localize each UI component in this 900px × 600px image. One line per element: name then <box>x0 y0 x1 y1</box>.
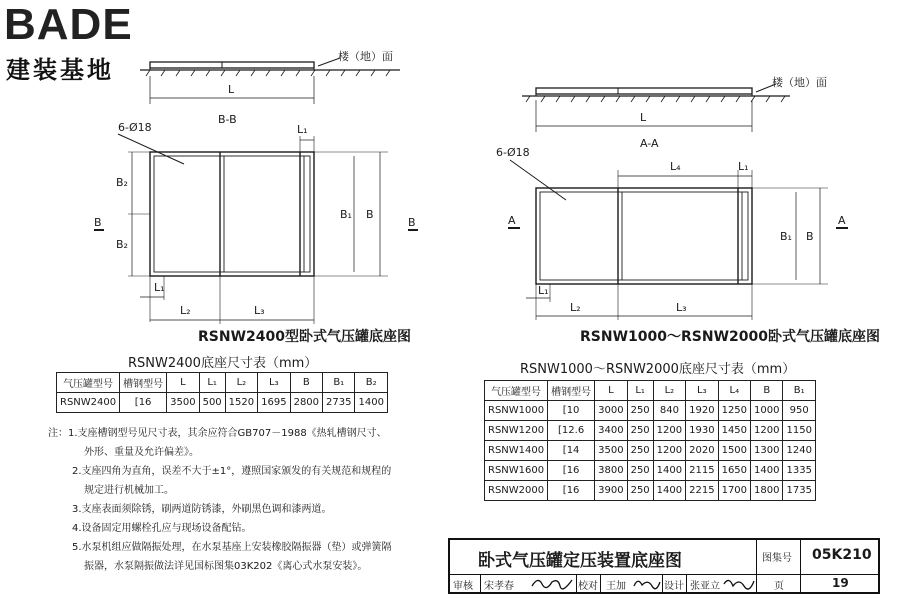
table1-header: L₂ <box>225 373 257 393</box>
table-cell: 1200 <box>653 421 685 441</box>
table-cell: 1695 <box>258 393 290 413</box>
note-line: 5.水泵机组应做隔振处理，在水泵基座上安装橡胶隔振器（垫）或弹簧隔 <box>72 542 392 553</box>
table-row <box>57 393 388 413</box>
right-dim-L: L <box>640 111 647 124</box>
table1-header: L <box>167 373 199 393</box>
table-cell: 1400 <box>653 461 685 481</box>
table-cell: RSNW1600 <box>485 461 548 481</box>
table-row <box>485 461 816 481</box>
table-cell: 2115 <box>686 461 718 481</box>
checker-signature <box>632 574 662 592</box>
table-cell: 250 <box>627 401 653 421</box>
right-dim-L1-top: L₁ <box>738 160 749 173</box>
table2-header: 槽钢型号 <box>548 381 595 401</box>
table-cell: 500 <box>199 393 225 413</box>
right-hole-label: 6-Ø18 <box>496 146 530 159</box>
table2-header: 气压罐型号 <box>485 381 548 401</box>
table-cell: 1520 <box>225 393 257 413</box>
table-cell: RSNW1200 <box>485 421 548 441</box>
designer-name: 张亚立 <box>690 581 720 592</box>
table2-header: L₄ <box>718 381 750 401</box>
left-dim-L1-bottom: L₁ <box>154 281 165 294</box>
table-cell: 3900 <box>595 481 627 501</box>
right-floor-label: 楼（地）面 <box>772 76 827 89</box>
table1 <box>56 372 388 413</box>
right-section-label: A-A <box>640 137 659 150</box>
notes-block <box>48 424 448 576</box>
right-dim-L4: L₄ <box>670 160 681 173</box>
table1-header-row <box>57 373 388 393</box>
note-line: 规定进行机械加工。 <box>84 485 174 496</box>
note-line: 振器，水泵隔振做法详见国标图集03K202《离心式水泵安装》。 <box>84 561 368 572</box>
table-cell: 950 <box>783 401 815 421</box>
page-label: 页 <box>774 581 784 592</box>
table-cell: 3800 <box>595 461 627 481</box>
right-dim-L3: L₃ <box>676 301 687 314</box>
table-row <box>485 441 816 461</box>
table2-header: B₁ <box>783 381 815 401</box>
table1-title: RSNW2400底座尺寸表（mm） <box>128 356 318 371</box>
table1-header: 槽钢型号 <box>120 373 167 393</box>
reviewer-signature <box>530 574 576 592</box>
table-cell: [16 <box>120 393 167 413</box>
atlas-label: 图集号 <box>762 553 792 564</box>
left-dim-L1-top: L₁ <box>297 123 308 136</box>
right-section-mark-left: A <box>508 214 516 227</box>
left-dim-B1: B₁ <box>340 208 352 221</box>
designer-signature <box>722 574 756 592</box>
table2 <box>484 380 816 501</box>
logo-wordmark: BADE <box>4 0 133 49</box>
note-line: 2.支座四角为直角，误差不大于±1°，遵照国家颁发的有关规范和规程的 <box>72 466 392 477</box>
right-dim-L2: L₂ <box>570 301 581 314</box>
note-line: 外形、重量及允许偏差》。 <box>84 447 199 458</box>
table-cell: RSNW2000 <box>485 481 548 501</box>
right-dim-L1-bottom: L₁ <box>538 284 549 297</box>
left-dim-L2: L₂ <box>180 304 191 317</box>
table-row <box>485 401 816 421</box>
left-section-label: B-B <box>218 113 237 126</box>
left-hole-label: 6-Ø18 <box>118 121 152 134</box>
table-cell: 1200 <box>751 421 783 441</box>
table-cell: 1700 <box>718 481 750 501</box>
table1-header: L₁ <box>199 373 225 393</box>
table-cell: RSNW2400 <box>57 393 120 413</box>
table-cell: [16 <box>548 481 595 501</box>
review-label: 审核 <box>453 581 473 592</box>
table2-header: B <box>751 381 783 401</box>
table-cell: 1240 <box>783 441 815 461</box>
table-cell: 1200 <box>653 441 685 461</box>
check-label: 校对 <box>578 581 598 592</box>
table-cell: [10 <box>548 401 595 421</box>
table-cell: 840 <box>653 401 685 421</box>
table-cell: 3500 <box>167 393 199 413</box>
table-cell: 3500 <box>595 441 627 461</box>
note-line: 注：1.支座槽钢型号见尺寸表，其余应符合GB707－1988《热轧槽钢尺寸、 <box>48 428 387 439</box>
table-cell: 1000 <box>751 401 783 421</box>
left-section-mark-left: B <box>94 216 102 229</box>
table-cell: [12.6 <box>548 421 595 441</box>
left-section-mark-right: B <box>408 216 416 229</box>
table-cell: 1400 <box>355 393 387 413</box>
reviewer-name: 宋孝春 <box>484 581 514 592</box>
design-label: 设计 <box>664 581 684 592</box>
table-cell: 1500 <box>718 441 750 461</box>
table-cell: 250 <box>627 481 653 501</box>
drawing-title: 卧式气压罐定压装置底座图 <box>478 551 682 571</box>
table-cell: 2020 <box>686 441 718 461</box>
table2-header: L <box>595 381 627 401</box>
table-cell: 2800 <box>290 393 322 413</box>
note-line: 4.设备固定用螺栓孔应与现场设备配钻。 <box>72 523 252 534</box>
left-floor-label: 楼（地）面 <box>338 50 393 63</box>
table1-header: B₂ <box>355 373 387 393</box>
right-section-mark-right: A <box>838 214 846 227</box>
table2-title: RSNW1000～RSNW2000底座尺寸表（mm） <box>520 362 796 377</box>
table-cell: 1800 <box>751 481 783 501</box>
table1-header: B <box>290 373 322 393</box>
left-drawing-caption: RSNW2400型卧式气压罐底座图 <box>198 329 411 345</box>
table-cell: 1250 <box>718 401 750 421</box>
table2-header-row <box>485 381 816 401</box>
table2-header: L₂ <box>653 381 685 401</box>
table-cell: 3000 <box>595 401 627 421</box>
right-drawing-caption: RSNW1000～RSNW2000卧式气压罐底座图 <box>580 329 880 345</box>
left-dim-L: L <box>228 83 235 96</box>
table1-header: L₃ <box>258 373 290 393</box>
table-cell: [16 <box>548 461 595 481</box>
table-cell: 1400 <box>751 461 783 481</box>
left-dim-B: B <box>366 208 374 221</box>
table-cell: 1450 <box>718 421 750 441</box>
right-dim-B1: B₁ <box>780 230 792 243</box>
table-cell: 250 <box>627 441 653 461</box>
table2-header: L₃ <box>686 381 718 401</box>
table-cell: 1650 <box>718 461 750 481</box>
table-cell: 3400 <box>595 421 627 441</box>
table1-header: 气压罐型号 <box>57 373 120 393</box>
table2-header: L₁ <box>627 381 653 401</box>
table-cell: 1400 <box>653 481 685 501</box>
table-cell: 250 <box>627 461 653 481</box>
title-block <box>448 538 880 594</box>
table-cell: 1300 <box>751 441 783 461</box>
table1-header: B₁ <box>323 373 355 393</box>
logo-subtitle: 建装基地 <box>6 56 114 84</box>
table-cell: 1735 <box>783 481 815 501</box>
table-cell: RSNW1000 <box>485 401 548 421</box>
left-dim-B2-top: B₂ <box>116 176 128 189</box>
table-cell: 250 <box>627 421 653 441</box>
table-cell: 1335 <box>783 461 815 481</box>
table-cell: 2735 <box>323 393 355 413</box>
table-cell: 1930 <box>686 421 718 441</box>
atlas-number: 05K210 <box>812 547 872 563</box>
table-cell: 1920 <box>686 401 718 421</box>
page-number: 19 <box>832 576 849 590</box>
table-row <box>485 481 816 501</box>
checker-name: 王加 <box>606 581 626 592</box>
table-cell: [14 <box>548 441 595 461</box>
table-cell: RSNW1400 <box>485 441 548 461</box>
left-dim-L3: L₃ <box>254 304 265 317</box>
left-dim-B2-bottom: B₂ <box>116 238 128 251</box>
note-line: 3.支座表面须除锈，刷两道防锈漆，外刷黑色调和漆两道。 <box>72 504 332 515</box>
table-cell: 1150 <box>783 421 815 441</box>
right-dim-B: B <box>806 230 814 243</box>
table-cell: 2215 <box>686 481 718 501</box>
table-row <box>485 421 816 441</box>
